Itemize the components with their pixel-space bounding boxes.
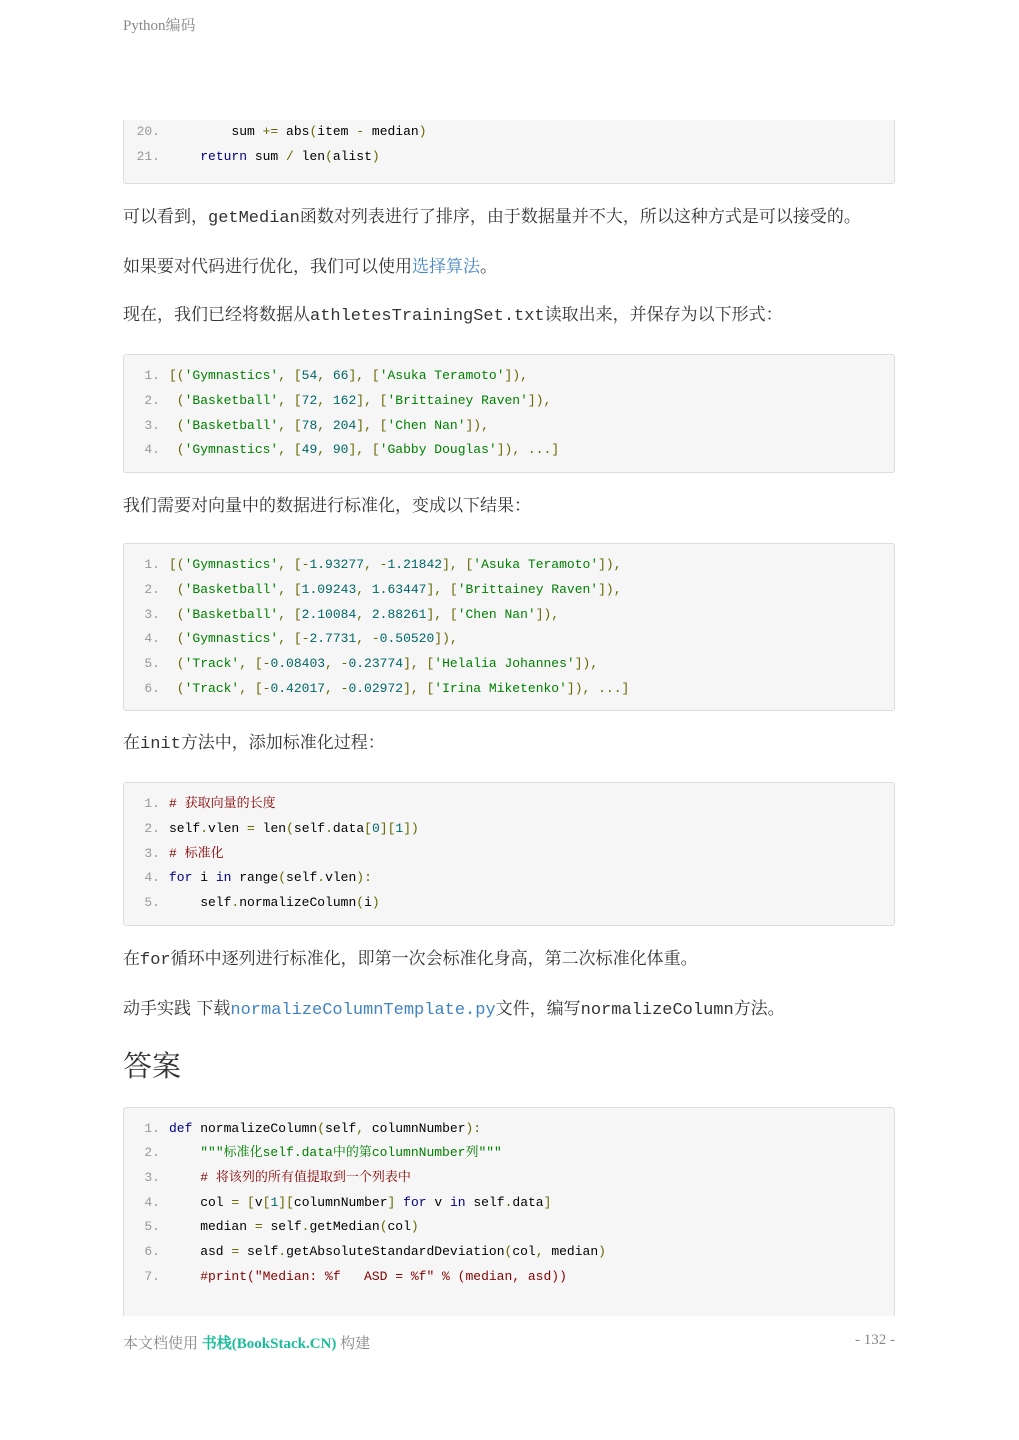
inline-code: init bbox=[140, 735, 181, 755]
code-token: self bbox=[262, 1219, 302, 1235]
code-token bbox=[169, 149, 200, 164]
code-token: 1 bbox=[395, 820, 404, 836]
code-token: , [ bbox=[278, 368, 302, 384]
code-token: , bbox=[535, 1244, 544, 1260]
code-line bbox=[124, 1141, 894, 1166]
code-token: ], [ bbox=[403, 680, 435, 696]
code-token: for bbox=[403, 1194, 427, 1210]
code-token: - bbox=[262, 655, 271, 671]
code-token: self bbox=[169, 895, 232, 910]
code-token: 1.93277 bbox=[309, 557, 365, 573]
code-token: 0.02972 bbox=[348, 680, 404, 696]
code-token: self bbox=[325, 1120, 357, 1136]
code-token: in bbox=[449, 1194, 466, 1210]
line-number: 1. bbox=[144, 1120, 160, 1136]
code-token: , [ bbox=[278, 393, 302, 409]
code-token: ( bbox=[169, 417, 185, 433]
code-token: self bbox=[239, 1244, 279, 1260]
code-token: alist bbox=[332, 148, 372, 164]
code-token: 54 bbox=[301, 368, 318, 384]
code-token: , [ bbox=[278, 581, 302, 597]
code-token: 'Asuka Teramoto' bbox=[473, 557, 599, 573]
code-token: len bbox=[293, 148, 326, 164]
code-token: ]), ...] bbox=[496, 442, 560, 458]
code-token: getMedian bbox=[309, 1219, 380, 1235]
code-line bbox=[124, 389, 894, 414]
code-token: self bbox=[293, 820, 326, 836]
code-token: # 标准化 bbox=[169, 845, 224, 861]
code-line bbox=[124, 414, 894, 439]
code-token: median bbox=[543, 1244, 599, 1260]
code-token: col bbox=[169, 1194, 232, 1210]
code-token bbox=[239, 1195, 247, 1210]
code-token: [ bbox=[262, 1194, 271, 1210]
code-token: ], [ bbox=[348, 442, 380, 458]
code-token: 'Gymnastics' bbox=[184, 557, 279, 573]
code-token: 0.08403 bbox=[270, 655, 326, 671]
code-token: item bbox=[317, 124, 357, 139]
code-token: 2.7731 bbox=[309, 631, 357, 647]
inline-code: normalizeColumn bbox=[580, 1000, 734, 1020]
code-token: , [ bbox=[278, 631, 302, 647]
code-token: ], [ bbox=[403, 655, 435, 671]
code-line bbox=[124, 652, 894, 677]
code-token: """标准化self.data中的第columnNumber列""" bbox=[200, 1145, 502, 1161]
code-token: 'Brittainey Raven' bbox=[457, 581, 599, 597]
code-token: [( bbox=[169, 557, 185, 573]
code-token: ]), ...] bbox=[566, 680, 630, 696]
code-token: ): bbox=[465, 1120, 482, 1136]
code-token: 78 bbox=[301, 417, 318, 433]
code-token: 0.42017 bbox=[270, 680, 326, 696]
code-token: ( bbox=[286, 820, 294, 836]
code-token: 'Gymnastics' bbox=[184, 368, 279, 384]
code-token bbox=[169, 1269, 200, 1284]
code-token: 'Track' bbox=[184, 655, 240, 671]
code-token: 'Helalia Johannes' bbox=[434, 655, 575, 671]
code-token: # 获取向量的长度 bbox=[169, 796, 276, 812]
line-number: 1. bbox=[144, 796, 160, 812]
line-number: 5. bbox=[144, 655, 160, 671]
code-token: ( bbox=[379, 1219, 388, 1235]
code-token: ] bbox=[543, 1194, 552, 1210]
code-line bbox=[124, 866, 894, 891]
line-number: 2. bbox=[144, 581, 160, 597]
paragraph-init: 在init方法中，添加标准化过程： bbox=[123, 733, 385, 755]
code-line bbox=[124, 578, 894, 603]
code-token: sum bbox=[247, 148, 287, 164]
answer-heading: 答案 bbox=[123, 1048, 182, 1083]
code-token: , [ bbox=[278, 606, 302, 622]
code-token: 'Track' bbox=[184, 680, 240, 696]
line-number: 20. bbox=[136, 124, 160, 139]
code-token: 90 bbox=[332, 442, 349, 458]
line-number: 21. bbox=[136, 148, 160, 164]
code-token: . bbox=[231, 895, 240, 910]
code-token: [( bbox=[169, 368, 185, 384]
code-token: . bbox=[317, 870, 326, 886]
paragraph-normalize-intro: 我们需要对向量中的数据进行标准化，变成以下结果： bbox=[123, 496, 531, 517]
running-header: Python编码 bbox=[123, 18, 196, 34]
code-token: [ bbox=[364, 820, 372, 836]
inline-code: athletesTrainingSet.txt bbox=[310, 307, 545, 327]
code-line bbox=[124, 627, 894, 652]
code-token: 49 bbox=[301, 442, 318, 458]
code-token: 'Basketball' bbox=[184, 606, 279, 622]
code-token bbox=[169, 1170, 200, 1185]
code-token: 'Gabby Douglas' bbox=[379, 442, 497, 458]
code-token: 1 bbox=[270, 1194, 279, 1210]
code-token: ( bbox=[325, 148, 333, 164]
line-number: 1. bbox=[144, 368, 160, 384]
code-token: [ bbox=[247, 1194, 255, 1210]
inline-code: getMedian bbox=[208, 209, 300, 229]
code-line bbox=[124, 1191, 894, 1216]
code-token: columnNumber bbox=[364, 1120, 466, 1136]
code-token: self bbox=[465, 1194, 505, 1210]
code-token: 'Brittainey Raven' bbox=[387, 393, 528, 409]
code-token: median bbox=[169, 1219, 255, 1235]
code-token: . bbox=[325, 820, 333, 836]
code-token: , - bbox=[364, 557, 388, 573]
code-line bbox=[124, 1265, 894, 1290]
paragraph-optimize: 如果要对代码进行优化，我们可以使用选择算法。 bbox=[123, 257, 497, 278]
code-token: ]), bbox=[598, 557, 622, 573]
code-token: ( bbox=[169, 631, 185, 647]
code-line bbox=[124, 1117, 894, 1142]
code-token: . bbox=[301, 1219, 310, 1235]
line-number: 3. bbox=[144, 1170, 160, 1186]
code-token: self bbox=[286, 870, 318, 886]
code-token: 2.88261 bbox=[371, 606, 427, 622]
code-token: , [ bbox=[239, 680, 263, 696]
code-token: ], [ bbox=[356, 393, 388, 409]
code-token: , [ bbox=[239, 655, 263, 671]
code-line bbox=[124, 792, 894, 817]
code-token: ]), bbox=[527, 393, 552, 409]
code-line bbox=[124, 438, 894, 463]
code-token: - bbox=[262, 680, 271, 696]
code-token: 2.10084 bbox=[301, 606, 357, 622]
code-token: ] bbox=[387, 1194, 396, 1210]
code-token: columnNumber bbox=[293, 1194, 388, 1210]
code-token: , bbox=[356, 581, 372, 597]
code-token: , [ bbox=[278, 417, 302, 433]
line-number: 2. bbox=[144, 820, 160, 836]
code-token: 0 bbox=[371, 820, 380, 836]
code-token: ) bbox=[598, 1244, 606, 1260]
code-token bbox=[169, 1145, 200, 1160]
line-number: 7. bbox=[144, 1268, 160, 1284]
code-token: vlen bbox=[208, 820, 248, 836]
code-token: ( bbox=[169, 393, 185, 409]
line-number: 2. bbox=[144, 1145, 160, 1161]
code-token: ], [ bbox=[356, 417, 388, 433]
code-token: ], [ bbox=[348, 368, 380, 384]
code-token: 'Gymnastics' bbox=[184, 631, 279, 647]
code-token: ( bbox=[309, 124, 318, 139]
code-token bbox=[395, 1195, 403, 1210]
code-token: , [ bbox=[278, 557, 302, 573]
code-token: , bbox=[317, 442, 333, 458]
code-token: 162 bbox=[332, 393, 357, 409]
code-token: ]), bbox=[535, 606, 560, 622]
code-block-median-tail bbox=[123, 120, 895, 184]
code-token: ( bbox=[504, 1244, 513, 1260]
code-token: 0.50520 bbox=[379, 631, 435, 647]
code-token: ( bbox=[169, 680, 185, 696]
code-block-raw-data bbox=[123, 354, 895, 473]
code-token: 'Chen Nan' bbox=[387, 417, 466, 433]
line-number: 2. bbox=[144, 393, 160, 409]
code-token: = bbox=[254, 1219, 263, 1235]
code-token: 'Basketball' bbox=[184, 417, 279, 433]
code-token: ) bbox=[418, 124, 427, 139]
code-token: v bbox=[254, 1194, 263, 1210]
code-token: ( bbox=[169, 606, 185, 622]
code-token: vlen bbox=[325, 870, 357, 886]
code-line bbox=[124, 145, 894, 170]
code-token: col bbox=[387, 1219, 411, 1235]
code-token: i bbox=[364, 895, 372, 910]
code-token: 0.23774 bbox=[348, 655, 404, 671]
code-token: return bbox=[200, 148, 248, 164]
line-number: 5. bbox=[144, 895, 160, 910]
code-line bbox=[124, 891, 894, 916]
code-line bbox=[124, 120, 894, 145]
code-token: ( bbox=[356, 895, 365, 910]
code-token: ( bbox=[169, 655, 185, 671]
code-token: - bbox=[301, 557, 310, 573]
page-number: - 132 - bbox=[855, 1332, 895, 1348]
line-number: 6. bbox=[144, 1244, 160, 1260]
code-token: 1.63447 bbox=[371, 581, 427, 597]
code-token: data bbox=[512, 1194, 544, 1210]
code-token: abs bbox=[278, 124, 310, 139]
code-token: 'Basketball' bbox=[184, 581, 279, 597]
line-number: 4. bbox=[144, 442, 160, 458]
line-number: 1. bbox=[144, 557, 160, 573]
code-token: self bbox=[169, 820, 201, 836]
code-token: 'Gymnastics' bbox=[184, 442, 279, 458]
code-token: ) bbox=[371, 148, 380, 164]
code-token: data bbox=[332, 820, 365, 836]
code-token: normalizeColumn bbox=[192, 1120, 318, 1136]
code-token: for bbox=[169, 870, 193, 886]
code-token: - bbox=[301, 631, 310, 647]
code-token: ) bbox=[410, 1219, 419, 1235]
code-token: 'Chen Nan' bbox=[457, 606, 536, 622]
code-token: , [ bbox=[278, 442, 302, 458]
code-line bbox=[124, 364, 894, 389]
code-token: - bbox=[356, 124, 365, 139]
code-token: ( bbox=[317, 1120, 326, 1136]
code-token: , - bbox=[325, 655, 349, 671]
code-token: def bbox=[169, 1120, 193, 1136]
document-body bbox=[123, 120, 895, 1316]
code-token: range bbox=[231, 870, 279, 886]
line-number: 5. bbox=[144, 1219, 160, 1235]
code-token: 204 bbox=[332, 417, 357, 433]
code-token: #print("Median: %f ASD = %f" % (median, asd)) bbox=[200, 1268, 567, 1284]
code-token: ]), bbox=[598, 581, 622, 597]
code-token: sum bbox=[169, 124, 263, 139]
line-number: 3. bbox=[144, 417, 160, 433]
code-line bbox=[124, 677, 894, 702]
code-token: ]) bbox=[403, 820, 419, 836]
code-token: ) bbox=[371, 895, 380, 910]
footer-credit: 本文档使用 书栈(BookStack.CN) 构建 bbox=[123, 1336, 371, 1352]
bookstack-brand[interactable]: 书栈(BookStack.CN) bbox=[201, 1336, 337, 1352]
code-token: # 将该列的所有值提取到一个列表中 bbox=[200, 1170, 411, 1186]
code-token: 66 bbox=[332, 368, 349, 384]
code-token: ][ bbox=[379, 820, 396, 836]
code-token: median bbox=[364, 124, 419, 139]
code-token: , bbox=[356, 606, 372, 622]
code-token: , bbox=[356, 1120, 365, 1136]
line-number: 4. bbox=[144, 631, 160, 647]
code-token: asd bbox=[169, 1244, 232, 1260]
code-line bbox=[124, 553, 894, 578]
code-token: 'Irina Miketenko' bbox=[434, 680, 567, 696]
code-token: , bbox=[317, 417, 333, 433]
code-line bbox=[124, 603, 894, 628]
code-token: in bbox=[215, 870, 232, 886]
code-token: ]), bbox=[434, 631, 458, 647]
code-line bbox=[124, 817, 894, 842]
code-token: col bbox=[512, 1244, 536, 1260]
code-token: , - bbox=[325, 680, 349, 696]
code-token: . bbox=[200, 820, 209, 836]
code-line bbox=[124, 1240, 894, 1265]
code-token: , - bbox=[356, 631, 380, 647]
code-token: 'Basketball' bbox=[184, 393, 279, 409]
code-token: 1.09243 bbox=[301, 581, 357, 597]
code-token: normalizeColumn bbox=[239, 895, 357, 910]
code-token: ]), bbox=[574, 655, 599, 671]
code-block-init bbox=[123, 782, 895, 925]
line-number: 4. bbox=[144, 1194, 160, 1210]
code-token: . bbox=[278, 1244, 287, 1260]
code-token: 72 bbox=[301, 393, 318, 409]
template-download-link[interactable]: normalizeColumnTemplate.py bbox=[230, 1000, 496, 1020]
code-token: = bbox=[231, 1244, 240, 1260]
code-token: ], [ bbox=[426, 606, 458, 622]
code-token: ], [ bbox=[442, 557, 474, 573]
code-token: v bbox=[426, 1194, 450, 1210]
inline-code: for bbox=[140, 950, 171, 970]
paragraph-data-loaded: 现在，我们已经将数据从athletesTrainingSet.txt读取出来，并保存为以下形式： bbox=[123, 305, 783, 327]
selection-algorithm-link[interactable]: 选择算法 bbox=[412, 257, 480, 278]
code-token: ( bbox=[169, 581, 185, 597]
code-token: , bbox=[317, 393, 333, 409]
code-line bbox=[124, 1166, 894, 1191]
line-number: 3. bbox=[144, 606, 160, 622]
line-number: 3. bbox=[144, 845, 160, 861]
code-token: += bbox=[262, 124, 279, 139]
code-token: ( bbox=[169, 442, 185, 458]
code-token: getAbsoluteStandardDeviation bbox=[286, 1244, 505, 1260]
code-token: len bbox=[254, 820, 287, 836]
code-token: 1.21842 bbox=[387, 557, 443, 573]
code-token: 'Asuka Teramoto' bbox=[379, 368, 505, 384]
code-block-answer bbox=[123, 1107, 895, 1316]
code-token: = bbox=[231, 1194, 240, 1210]
code-block-normalized-data bbox=[123, 543, 895, 711]
paragraph-getmedian: 可以看到，getMedian函数对列表进行了排序，由于数据量并不大，所以这种方式是可以接受的。 bbox=[123, 207, 861, 229]
code-token: , bbox=[317, 368, 333, 384]
code-token: = bbox=[247, 820, 255, 836]
code-token: ], [ bbox=[426, 581, 458, 597]
line-number: 6. bbox=[144, 680, 160, 696]
code-token: ]), bbox=[504, 368, 528, 384]
code-line bbox=[124, 842, 894, 867]
code-token: ][ bbox=[278, 1194, 294, 1210]
code-token: ): bbox=[356, 870, 372, 886]
paragraph-for-loop: 在for循环中逐列进行标准化，即第一次会标准化身高，第二次标准化体重。 bbox=[123, 948, 698, 970]
paragraph-exercise: 动手实践 下载normalizeColumnTemplate.py文件，编写normalizeColumn方法。 bbox=[123, 998, 785, 1020]
code-token: / bbox=[286, 148, 294, 164]
code-token: . bbox=[504, 1194, 513, 1210]
line-number: 4. bbox=[144, 870, 160, 886]
code-line bbox=[124, 1215, 894, 1240]
code-token: ( bbox=[278, 870, 287, 886]
code-token: i bbox=[192, 870, 216, 886]
code-token: ]), bbox=[465, 417, 489, 433]
